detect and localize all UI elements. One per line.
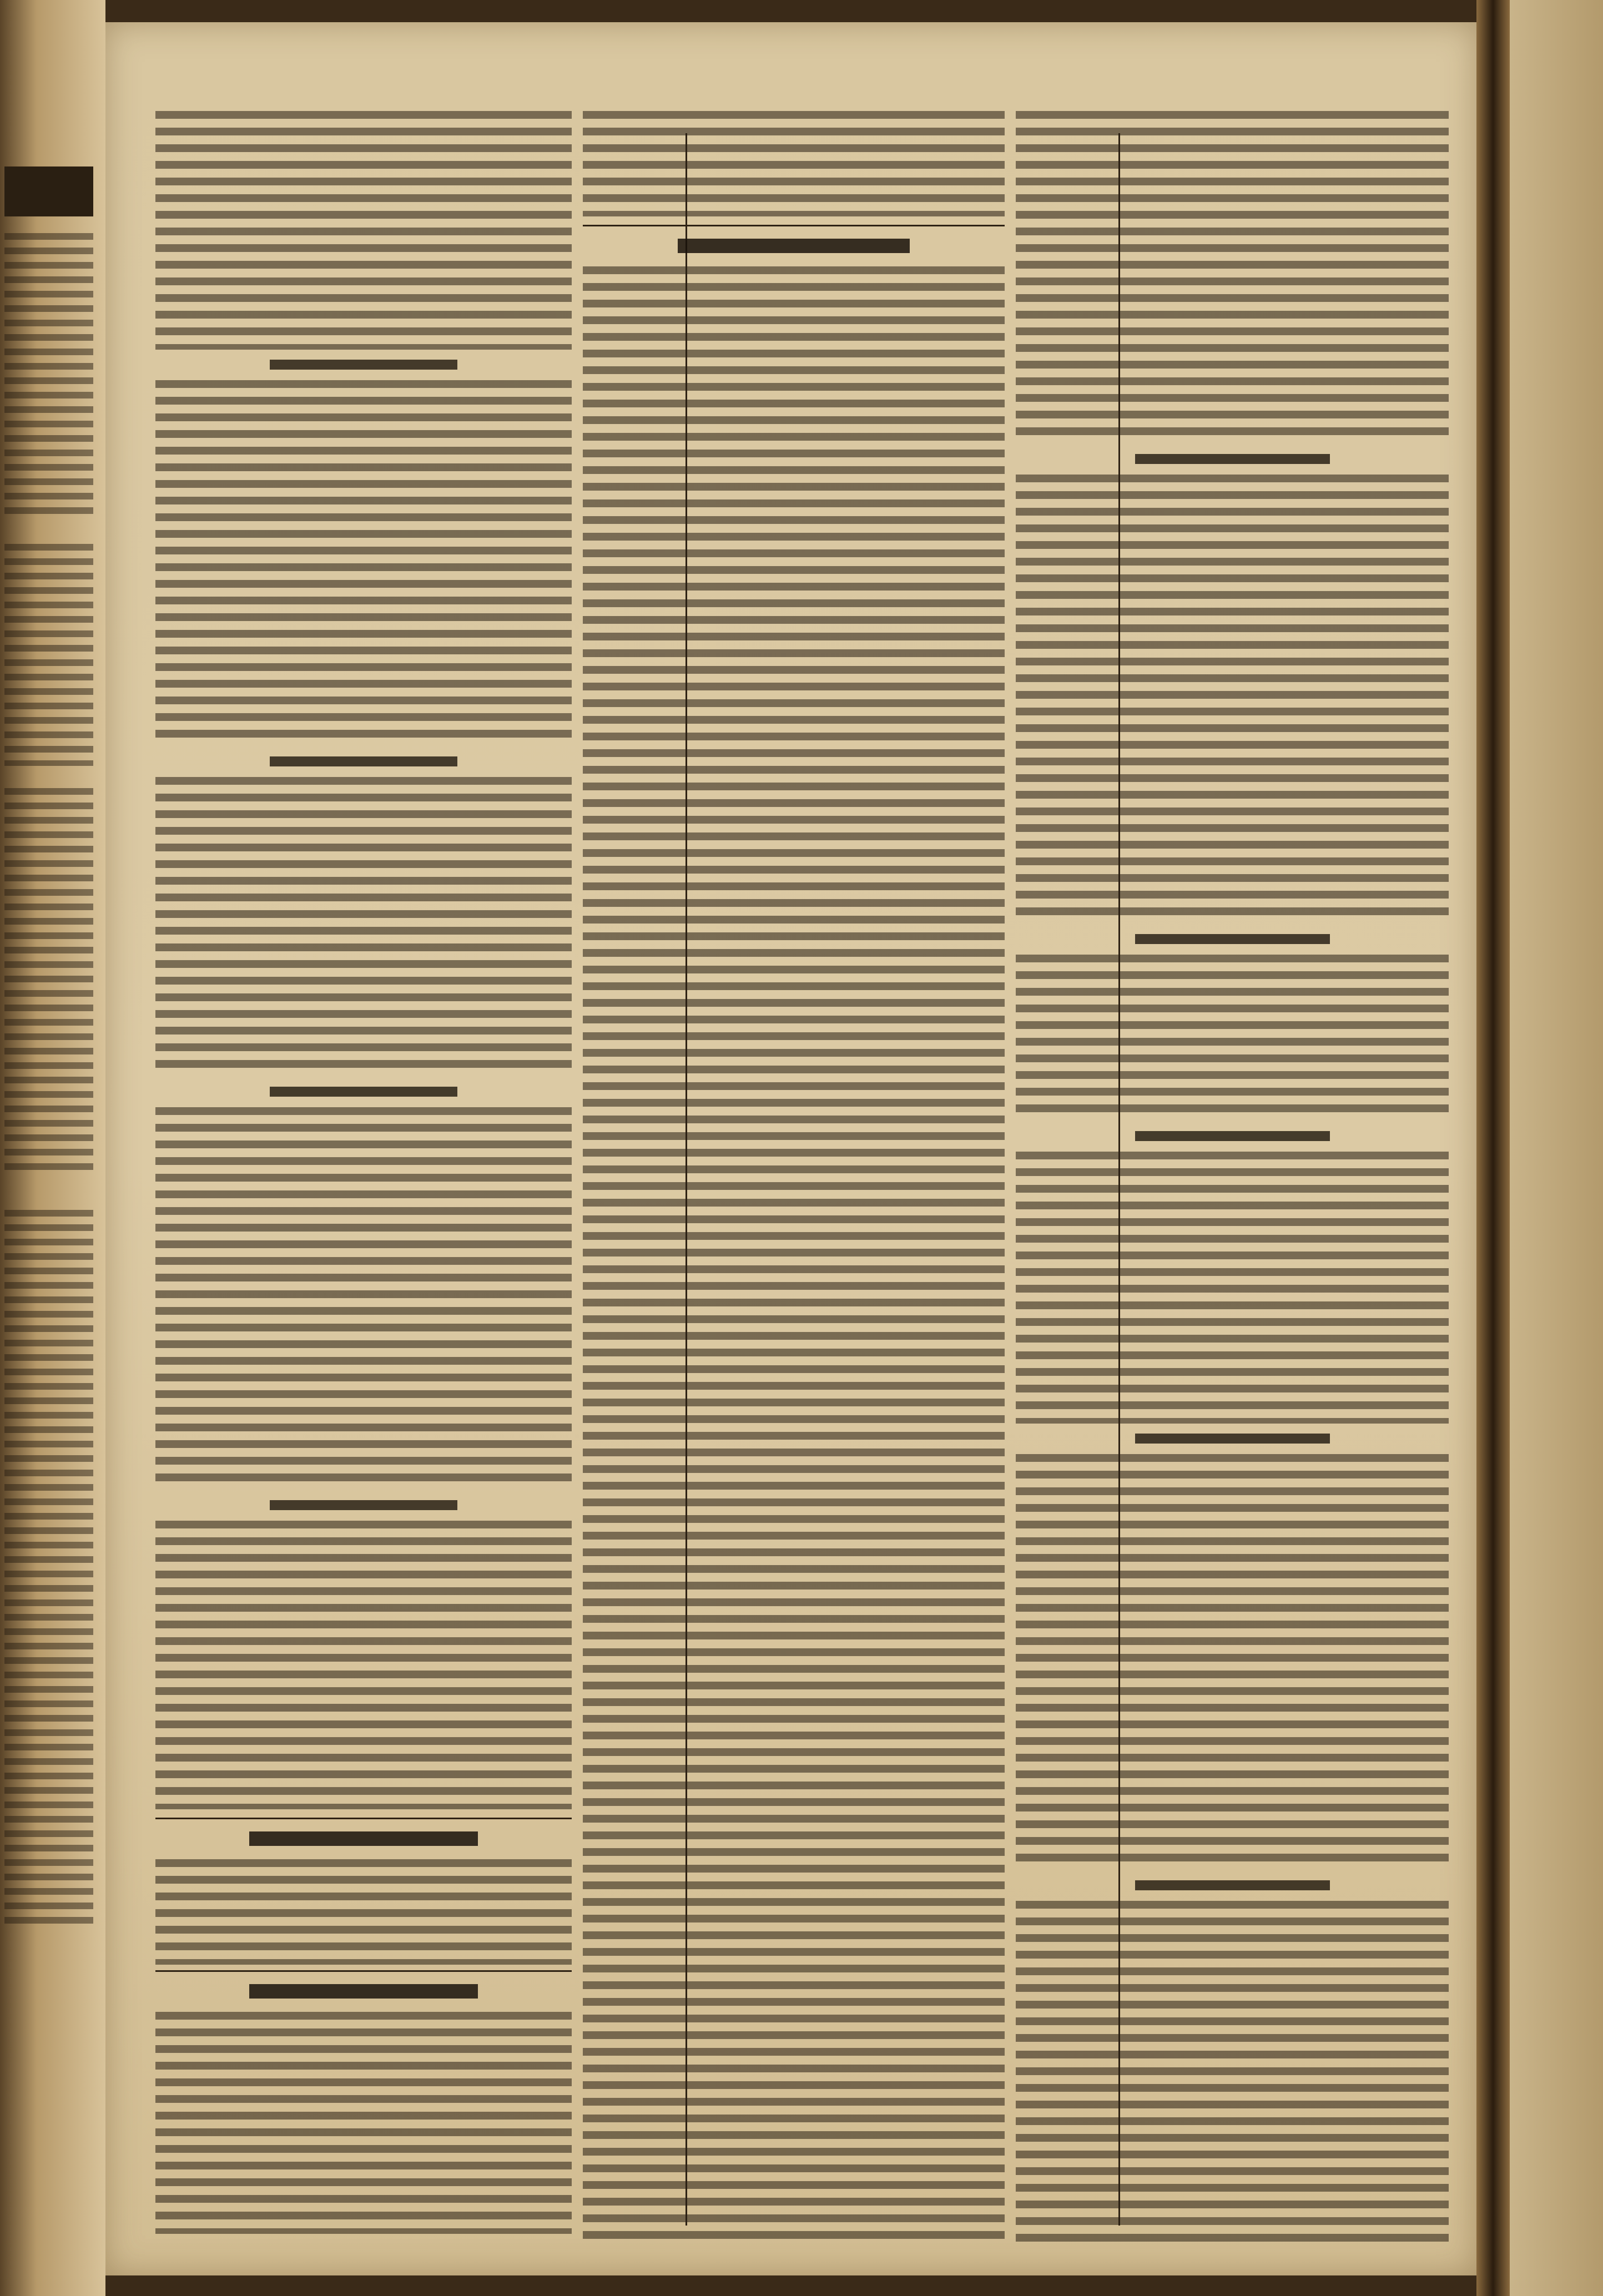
article-body — [155, 380, 572, 746]
article-body — [155, 1521, 572, 1809]
adjacent-page-right — [1510, 0, 1603, 2296]
article-body — [583, 111, 1005, 216]
article-body — [1016, 1152, 1449, 1424]
adjacent-page-left — [0, 0, 105, 2296]
column-3 — [1016, 111, 1449, 2237]
section-headline — [583, 233, 1005, 259]
article-body — [155, 1859, 572, 1965]
article-body — [1016, 955, 1449, 1121]
column-2 — [583, 111, 1005, 2237]
section-headline — [155, 1826, 572, 1851]
article-body — [1016, 1901, 1449, 2245]
article-body — [1016, 1454, 1449, 1870]
section-headline — [155, 1979, 572, 2004]
text-fragment — [4, 233, 93, 522]
article-body — [583, 266, 1005, 2242]
article-body — [155, 1107, 572, 1490]
section-heading — [155, 1496, 572, 1515]
divider — [155, 1970, 572, 1972]
newspaper-page — [105, 22, 1476, 2275]
article-body — [1016, 475, 1449, 924]
article-body — [155, 777, 572, 1077]
text-fragment — [4, 544, 93, 766]
article-body — [155, 111, 572, 350]
section-heading — [1016, 1127, 1449, 1146]
section-heading — [1016, 1876, 1449, 1895]
section-heading — [1016, 930, 1449, 948]
divider — [583, 225, 1005, 226]
text-fragment — [4, 788, 93, 1177]
text-fragment — [4, 1210, 93, 1931]
section-heading — [1016, 1429, 1449, 1448]
article-body — [155, 2012, 572, 2234]
section-heading — [1016, 450, 1449, 468]
column-1 — [155, 111, 572, 2237]
section-heading — [155, 355, 572, 374]
article-body — [1016, 111, 1449, 444]
section-heading — [155, 1082, 572, 1101]
book-gutter — [1476, 0, 1510, 2296]
divider — [155, 1818, 572, 1819]
section-heading — [155, 752, 572, 771]
masthead-fragment — [4, 166, 93, 216]
